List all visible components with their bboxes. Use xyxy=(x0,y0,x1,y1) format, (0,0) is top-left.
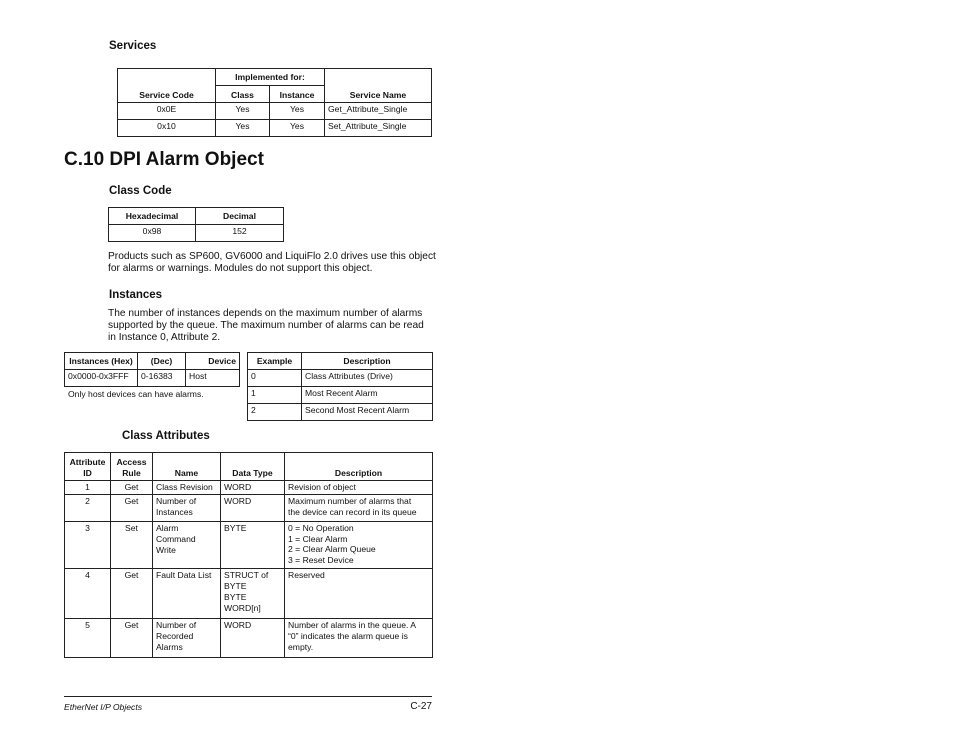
example-value: 2 xyxy=(248,404,302,421)
header-name: Name xyxy=(153,453,221,481)
service-code: 0x0E xyxy=(118,103,216,120)
example-description: Second Most Recent Alarm xyxy=(302,404,433,421)
attribute-description xyxy=(285,619,433,658)
header-dec: (Dec) xyxy=(138,353,186,370)
attribute-name xyxy=(153,481,221,495)
cell-line: Alarm xyxy=(156,523,179,533)
cell-line: the device can record in its queue xyxy=(288,507,417,517)
decimal-value: 152 xyxy=(196,225,284,242)
access-rule: Get xyxy=(111,495,153,522)
example-value: 1 xyxy=(248,387,302,404)
examples-table xyxy=(247,352,433,421)
example-description: Most Recent Alarm xyxy=(302,387,433,404)
footer-title: EtherNet I/P Objects xyxy=(64,702,143,712)
attribute-description xyxy=(285,569,433,619)
instances-heading: Instances xyxy=(109,289,163,301)
example-description: Class Attributes (Drive) xyxy=(302,370,433,387)
attribute-description xyxy=(285,495,433,522)
table-row xyxy=(109,225,284,242)
cell-line: WORD xyxy=(224,620,252,630)
instance-cell: Yes xyxy=(270,103,325,120)
table-row xyxy=(65,481,433,495)
attribute-id: 3 xyxy=(65,522,111,569)
table-row xyxy=(118,120,432,137)
service-name: Get_Attribute_Single xyxy=(325,103,432,120)
attribute-name xyxy=(153,495,221,522)
example-value: 0 xyxy=(248,370,302,387)
instances-note: Only host devices can have alarms. xyxy=(68,389,204,399)
attribute-id: 4 xyxy=(65,569,111,619)
cell-line: BYTE xyxy=(224,581,247,591)
data-type xyxy=(221,481,285,495)
cell-line: Number of alarms in the queue. A xyxy=(288,620,417,630)
header-line: Attribute xyxy=(69,457,106,467)
table-row xyxy=(65,569,433,619)
cell-line: Recorded xyxy=(156,631,194,641)
attribute-id: 5 xyxy=(65,619,111,658)
header-data-type: Data Type xyxy=(221,453,285,481)
header-example: Example xyxy=(248,353,302,370)
class-attributes-table xyxy=(64,452,433,658)
services-heading: Services xyxy=(109,40,157,52)
class-cell: Yes xyxy=(216,120,270,137)
class-attributes-heading: Class Attributes xyxy=(122,430,210,442)
instances-hex: 0x0000-0x3FFF xyxy=(65,370,138,387)
table-row xyxy=(65,370,240,387)
section-title: C.10 DPI Alarm Object xyxy=(64,149,264,170)
table-row xyxy=(248,404,433,421)
cell-line: Number of xyxy=(156,496,197,506)
device: Host xyxy=(186,370,240,387)
header-description: Description xyxy=(302,353,433,370)
service-code: 0x10 xyxy=(118,120,216,137)
attribute-name xyxy=(153,619,221,658)
cell-line: 0 = No Operation xyxy=(288,523,354,533)
cell-line: Command xyxy=(156,534,196,544)
access-rule: Get xyxy=(111,619,153,658)
cell-line: Fault Data List xyxy=(156,570,212,580)
hex-value: 0x98 xyxy=(109,225,196,242)
service-name: Set_Attribute_Single xyxy=(325,120,432,137)
instances-dec: 0-16383 xyxy=(138,370,186,387)
cell-line: “0” indicates the alarm queue is xyxy=(288,631,408,641)
header-service-name: Service Name xyxy=(325,69,432,103)
attribute-name xyxy=(153,569,221,619)
class-code-table xyxy=(108,207,284,242)
header-description: Description xyxy=(285,453,433,481)
header-device: Device xyxy=(186,353,240,370)
instance-cell: Yes xyxy=(270,120,325,137)
cell-line: Class Revision xyxy=(156,482,213,492)
header-service-code: Service Code xyxy=(118,69,216,103)
cell-line: WORD xyxy=(224,496,252,506)
access-rule: Set xyxy=(111,522,153,569)
table-row xyxy=(118,103,432,120)
access-rule: Get xyxy=(111,569,153,619)
data-type xyxy=(221,569,285,619)
table-row xyxy=(65,619,433,658)
services-table xyxy=(117,68,432,137)
access-rule: Get xyxy=(111,481,153,495)
cell-line: empty. xyxy=(288,642,314,652)
header-line: Rule xyxy=(122,468,141,478)
cell-line: Reserved xyxy=(288,570,325,580)
cell-line: Maximum number of alarms that xyxy=(288,496,412,506)
footer-divider xyxy=(64,696,432,697)
header-instance: Instance xyxy=(270,86,325,103)
cell-line: Instances xyxy=(156,507,193,517)
cell-line: BYTE xyxy=(224,523,247,533)
attribute-description xyxy=(285,522,433,569)
cell-line: 3 = Reset Device xyxy=(288,554,354,565)
header-attribute-id xyxy=(65,453,111,481)
data-type xyxy=(221,495,285,522)
table-row xyxy=(248,387,433,404)
instances-text: The number of instances depends on the maximum number of alarms supported by the queue. The maximum number of alarms can be read in Instance 0, Attribute 2. xyxy=(108,308,424,343)
cell-line: 1 = Clear Alarm xyxy=(288,533,348,544)
cell-line: Number of xyxy=(156,620,197,630)
attribute-id: 2 xyxy=(65,495,111,522)
cell-line: WORD[n] xyxy=(224,603,261,613)
header-access-rule xyxy=(111,453,153,481)
data-type xyxy=(221,522,285,569)
cell-line: BYTE xyxy=(224,592,247,602)
table-row xyxy=(65,495,433,522)
header-class: Class xyxy=(216,86,270,103)
header-implemented-for: Implemented for: xyxy=(216,69,325,86)
header-line: ID xyxy=(83,468,92,478)
cell-line: Write xyxy=(156,545,176,555)
cell-line: WORD xyxy=(224,482,252,492)
class-code-heading: Class Code xyxy=(109,185,172,197)
header-line: Access xyxy=(116,457,147,467)
class-cell: Yes xyxy=(216,103,270,120)
cell-line: Alarms xyxy=(156,642,183,652)
table-row xyxy=(65,522,433,569)
attribute-name xyxy=(153,522,221,569)
header-instances-hex: Instances (Hex) xyxy=(65,353,138,370)
intro-text: Products such as SP600, GV6000 and LiquiFlo 2.0 drives use this object for alarms or warnings. Modules do not support this object. xyxy=(108,251,436,274)
cell-line: Revision of object xyxy=(288,482,356,492)
cell-line: 2 = Clear Alarm Queue xyxy=(288,544,376,554)
data-type xyxy=(221,619,285,658)
instances-table xyxy=(64,352,240,387)
header-decimal: Decimal xyxy=(196,208,284,225)
page-number: C-27 xyxy=(410,701,432,712)
attribute-description xyxy=(285,481,433,495)
table-row xyxy=(248,370,433,387)
attribute-id: 1 xyxy=(65,481,111,495)
header-hex: Hexadecimal xyxy=(109,208,196,225)
cell-line: STRUCT of xyxy=(224,570,269,580)
